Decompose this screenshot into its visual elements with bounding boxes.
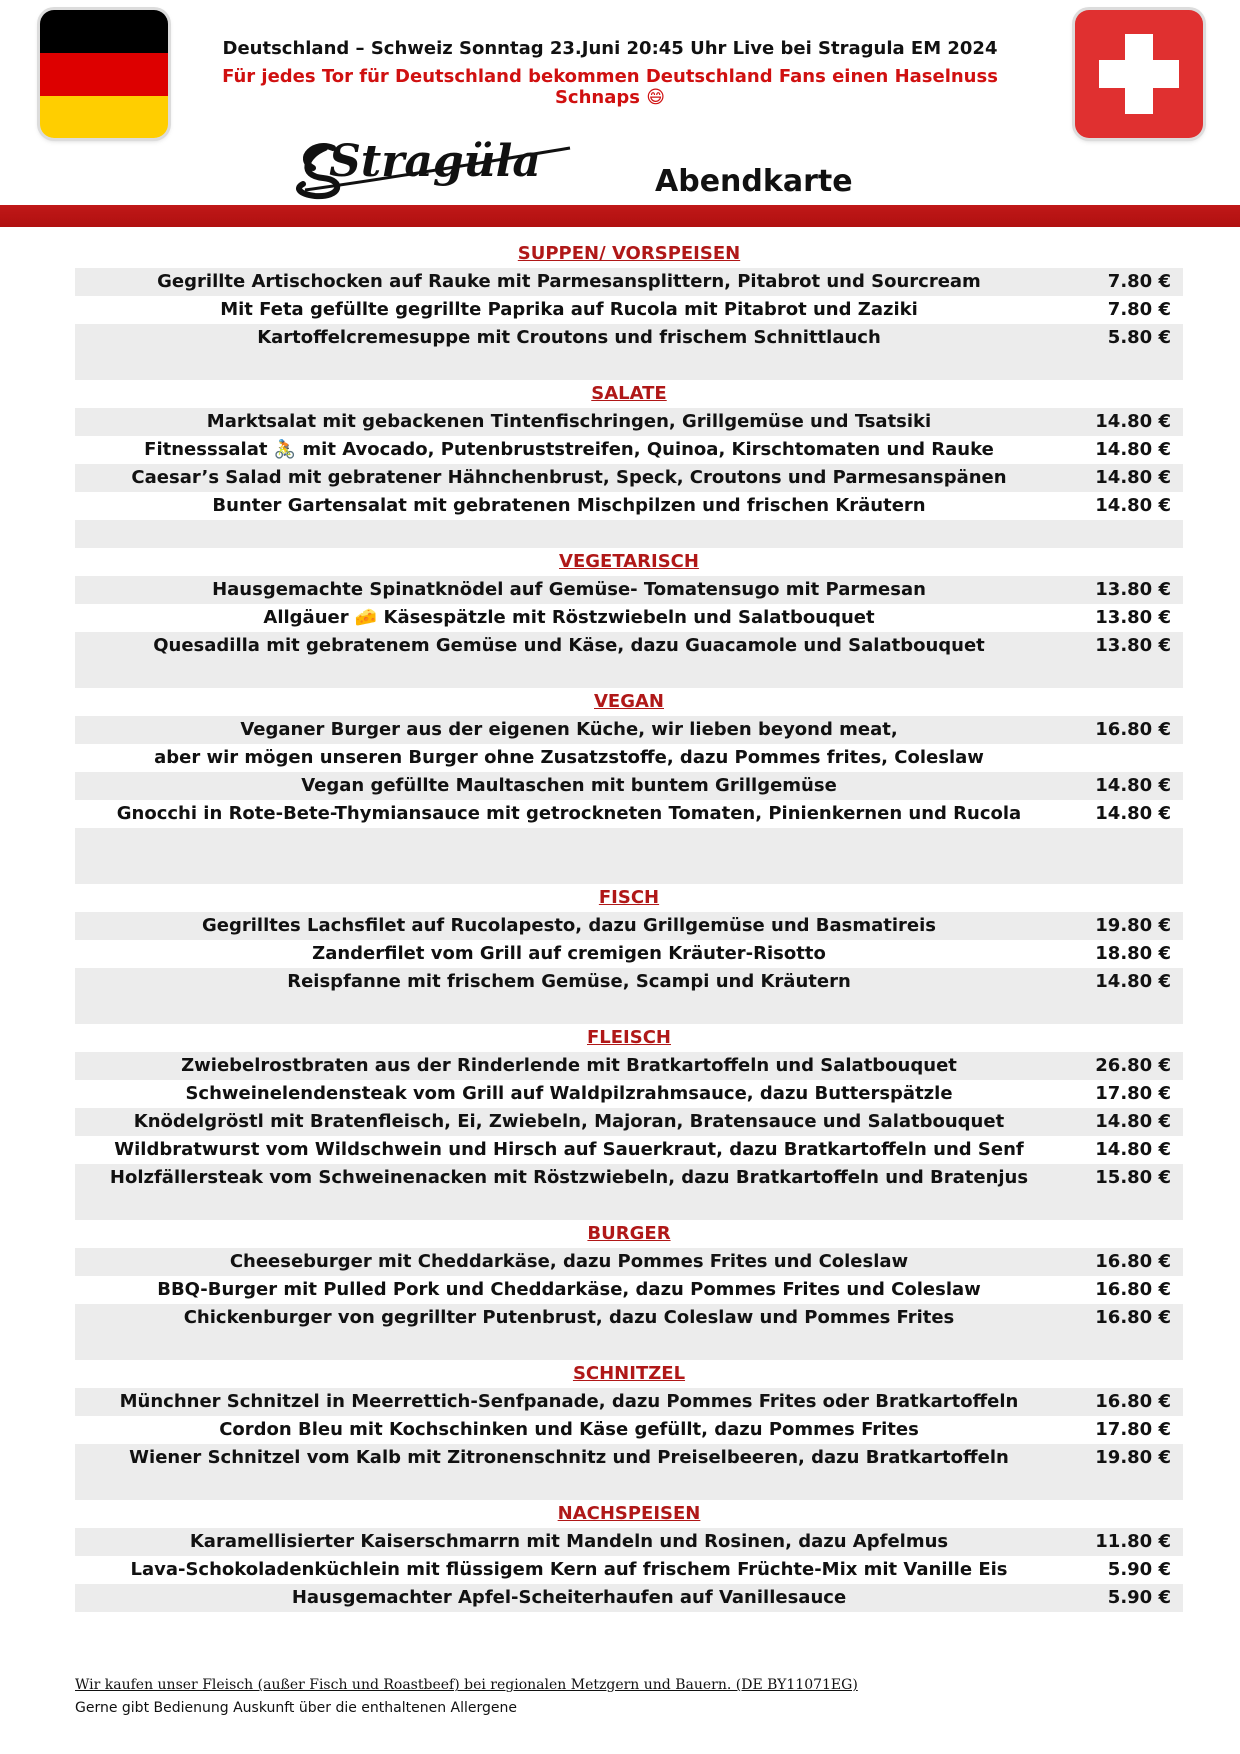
- menu-item-price: 16.80 €: [1095, 719, 1171, 740]
- menu-item-row: [75, 1276, 1183, 1304]
- menu-item-price: 16.80 €: [1095, 1251, 1171, 1272]
- menu-item-price: 14.80 €: [1095, 775, 1171, 796]
- menu-item-name: Hausgemachte Spinatknödel auf Gemüse- Tomatensugo mit Parmesan: [212, 579, 926, 600]
- menu-item-row: [75, 576, 1183, 604]
- menu-item-row: [75, 492, 1183, 520]
- section-heading: [75, 1024, 1183, 1052]
- flag-stripe-black: [40, 10, 168, 53]
- menu-item-name: BBQ-Burger mit Pulled Pork und Cheddarkäse, dazu Pommes Frites und Coleslaw: [157, 1279, 981, 1300]
- menu-item-name: Gegrilltes Lachsfilet auf Rucolapesto, dazu Grillgemüse und Basmatireis: [201, 915, 937, 936]
- menu-item-row: [75, 1052, 1183, 1080]
- menu-item-name: Münchner Schnitzel in Meerrettich-Senfpanade, dazu Pommes Frites oder Bratkartoffeln: [119, 1391, 1019, 1412]
- menu-item-name: Wiener Schnitzel vom Kalb mit Zitronenschnitz und Preiselbeeren, dazu Bratkartoffeln: [129, 1447, 1009, 1468]
- section-heading: [75, 1500, 1183, 1528]
- switzerland-flag-icon: [1075, 10, 1203, 138]
- spacer-row: [75, 1192, 1183, 1220]
- menu-item-price: 26.80 €: [1095, 1055, 1171, 1076]
- menu-item-name: Caesar’s Salad mit gebratener Hähnchenbrust, Speck, Croutons und Parmesanspänen: [131, 467, 1007, 488]
- germany-flag-icon: [40, 10, 168, 138]
- menu-item-name: Kartoffelcremesuppe mit Croutons und frischem Schnittlauch: [257, 327, 881, 348]
- section-title: SUPPEN/ VORSPEISEN: [517, 243, 741, 264]
- menu-item-price: 17.80 €: [1095, 1083, 1171, 1104]
- spacer-row: [75, 660, 1183, 688]
- menu-item-price: 5.90 €: [1107, 1559, 1171, 1580]
- section-heading: [75, 380, 1183, 408]
- footer-allergen-note: Gerne gibt Bedienung Auskunft über die enthaltenen Allergene: [75, 1700, 517, 1716]
- flag-stripe-red: [40, 53, 168, 96]
- menu-item-name: Zanderfilet vom Grill auf cremigen Kräuter-Risotto: [312, 943, 826, 964]
- section-heading: [75, 1360, 1183, 1388]
- menu-item-name: Wildbratwurst vom Wildschwein und Hirsch auf Sauerkraut, dazu Bratkartoffeln und Senf: [114, 1139, 1024, 1160]
- menu-item-name: Zwiebelrostbraten aus der Rinderlende mit Bratkartoffeln und Salatbouquet: [181, 1055, 957, 1076]
- menu-item-name: Vegan gefüllte Maultaschen mit buntem Grillgemüse: [301, 775, 837, 796]
- menu-item-row: [75, 464, 1183, 492]
- footer-sourcing-note: Wir kaufen unser Fleisch (außer Fisch und Roastbeef) bei regionalen Metzgern und Bauern. (DE BY11071EG): [75, 1677, 858, 1693]
- section-heading: [75, 688, 1183, 716]
- menu-item-name: Karamellisierter Kaiserschmarrn mit Mandeln und Rosinen, dazu Apfelmus: [189, 1531, 949, 1552]
- section-title: SCHNITZEL: [572, 1363, 686, 1384]
- menu-item-price: 14.80 €: [1095, 803, 1171, 824]
- menu-item-price: 13.80 €: [1095, 635, 1171, 656]
- menu-item-price: 17.80 €: [1095, 1419, 1171, 1440]
- menu-item-row: [75, 1584, 1183, 1612]
- menu-item-row: [75, 604, 1183, 632]
- menu-item-name: Marktsalat mit gebackenen Tintenfischringen, Grillgemüse und Tsatsiki: [206, 411, 932, 432]
- menu-item-name: Hausgemachter Apfel-Scheiterhaufen auf Vanillesauce: [291, 1587, 847, 1608]
- section-title: FLEISCH: [587, 1027, 671, 1048]
- menu-item-row: [75, 800, 1183, 828]
- menu-item-name: Veganer Burger aus der eigenen Küche, wir lieben beyond meat,: [240, 719, 898, 740]
- menu-item-price: 14.80 €: [1095, 1111, 1171, 1132]
- menu-item-price: 18.80 €: [1095, 943, 1171, 964]
- section-title: SALATE: [591, 383, 667, 404]
- menu-item-row: [75, 436, 1183, 464]
- menu-item-row: [75, 1136, 1183, 1164]
- menu-item-name: Holzfällersteak vom Schweinenacken mit Röstzwiebeln, dazu Bratkartoffeln und Bratenjus: [109, 1167, 1029, 1188]
- menu-item-row: [75, 268, 1183, 296]
- menu-item-name: Lava-Schokoladenküchlein mit flüssigem Kern auf frischem Früchte-Mix mit Vanille Eis: [130, 1559, 1008, 1580]
- menu-item-price: 14.80 €: [1095, 971, 1171, 992]
- menu-item-row: [75, 772, 1183, 800]
- section-title: BURGER: [587, 1223, 671, 1244]
- logo-text: Stragüla: [329, 136, 541, 187]
- spacer-row: [75, 352, 1183, 380]
- menu-title: Abendkarte: [655, 164, 853, 199]
- menu-item-name: Gnocchi in Rote-Bete-Thymiansauce mit getrockneten Tomaten, Pinienkernen und Rucola: [116, 803, 1022, 824]
- menu-item-price: 14.80 €: [1095, 1139, 1171, 1160]
- menu-item-row: [75, 1164, 1183, 1192]
- menu-item-price: 14.80 €: [1095, 467, 1171, 488]
- menu-item-price: 5.80 €: [1107, 327, 1171, 348]
- flag-cross-horizontal: [1099, 60, 1179, 88]
- menu-item-row: [75, 1248, 1183, 1276]
- event-subtitle: Für jedes Tor für Deutschland bekommen Deutschland Fans einen Haselnuss Schnaps 😄: [222, 66, 998, 108]
- menu-item-row: [75, 716, 1183, 744]
- menu-item-name: Bunter Gartensalat mit gebratenen Mischpilzen und frischen Kräutern: [212, 495, 926, 516]
- menu-item-name: Cheeseburger mit Cheddarkäse, dazu Pommes Frites und Coleslaw: [229, 1251, 909, 1272]
- menu-list: [75, 240, 1183, 1612]
- section-heading: [75, 548, 1183, 576]
- menu-item-price: 16.80 €: [1095, 1307, 1171, 1328]
- menu-item-row: [75, 632, 1183, 660]
- menu-item-price: 14.80 €: [1095, 495, 1171, 516]
- menu-item-row: [75, 1416, 1183, 1444]
- menu-item-price: 19.80 €: [1095, 915, 1171, 936]
- menu-item-name: Fitnesssalat 🚴 mit Avocado, Putenbruststreifen, Quinoa, Kirschtomaten und Rauke: [144, 439, 994, 460]
- menu-item-price: 16.80 €: [1095, 1279, 1171, 1300]
- menu-item-name: Mit Feta gefüllte gegrillte Paprika auf Rucola mit Pitabrot und Zaziki: [220, 299, 918, 320]
- menu-item-price: 7.80 €: [1107, 271, 1171, 292]
- menu-item-row: [75, 1108, 1183, 1136]
- menu-item-row: [75, 1444, 1183, 1472]
- menu-item-name: Knödelgröstl mit Bratenfleisch, Ei, Zwiebeln, Majoran, Bratensauce und Salatbouquet: [133, 1111, 1005, 1132]
- menu-item-name: aber wir mögen unseren Burger ohne Zusatzstoffe, dazu Pommes frites, Coleslaw: [154, 747, 984, 768]
- section-title: VEGAN: [594, 691, 664, 712]
- menu-item-row: [75, 744, 1183, 772]
- spacer-row: [75, 520, 1183, 548]
- menu-item-price: 7.80 €: [1107, 299, 1171, 320]
- menu-item-price: 13.80 €: [1095, 579, 1171, 600]
- menu-item-row: [75, 1080, 1183, 1108]
- menu-item-name: Quesadilla mit gebratenem Gemüse und Käse, dazu Guacamole und Salatbouquet: [153, 635, 985, 656]
- menu-item-row: [75, 1528, 1183, 1556]
- menu-item-row: [75, 408, 1183, 436]
- menu-item-name: Chickenburger von gegrillter Putenbrust, dazu Coleslaw und Pommes Frites: [183, 1307, 955, 1328]
- spacer-row: [75, 856, 1183, 884]
- menu-item-price: 19.80 €: [1095, 1447, 1171, 1468]
- menu-item-row: [75, 324, 1183, 352]
- spacer-row: [75, 1472, 1183, 1500]
- stragula-logo: [285, 118, 585, 208]
- menu-item-row: [75, 1556, 1183, 1584]
- menu-item-price: 5.90 €: [1107, 1587, 1171, 1608]
- spacer-row: [75, 996, 1183, 1024]
- flag-stripe-gold: [40, 96, 168, 139]
- section-title: VEGETARISCH: [559, 551, 699, 572]
- menu-item-price: 15.80 €: [1095, 1167, 1171, 1188]
- menu-item-row: [75, 1388, 1183, 1416]
- menu-item-row: [75, 940, 1183, 968]
- spacer-row: [75, 828, 1183, 856]
- section-heading: [75, 884, 1183, 912]
- menu-item-row: [75, 296, 1183, 324]
- menu-item-name: Reispfanne mit frischem Gemüse, Scampi und Kräutern: [287, 971, 851, 992]
- menu-item-row: [75, 968, 1183, 996]
- menu-item-price: 14.80 €: [1095, 411, 1171, 432]
- section-heading: [75, 240, 1183, 268]
- menu-item-price: 13.80 €: [1095, 607, 1171, 628]
- spacer-row: [75, 1332, 1183, 1360]
- menu-item-name: Gegrillte Artischocken auf Rauke mit Parmesansplittern, Pitabrot und Sourcream: [157, 271, 981, 292]
- menu-item-row: [75, 1304, 1183, 1332]
- event-title: Deutschland – Schweiz Sonntag 23.Juni 20:45 Uhr Live bei Stragula EM 2024: [222, 38, 998, 59]
- section-title: NACHSPEISEN: [557, 1503, 701, 1524]
- section-title: FISCH: [598, 887, 660, 908]
- menu-item-name: Cordon Bleu mit Kochschinken und Käse gefüllt, dazu Pommes Frites: [219, 1419, 919, 1440]
- menu-item-price: 14.80 €: [1095, 439, 1171, 460]
- header-divider: [0, 205, 1240, 227]
- menu-item-row: [75, 912, 1183, 940]
- menu-item-name: Allgäuer 🧀 Käsespätzle mit Röstzwiebeln und Salatbouquet: [263, 607, 875, 628]
- section-heading: [75, 1220, 1183, 1248]
- menu-item-name: Schweinelendensteak vom Grill auf Waldpilzrahmsauce, dazu Butterspätzle: [185, 1083, 953, 1104]
- menu-item-price: 11.80 €: [1095, 1531, 1171, 1552]
- menu-item-price: 16.80 €: [1095, 1391, 1171, 1412]
